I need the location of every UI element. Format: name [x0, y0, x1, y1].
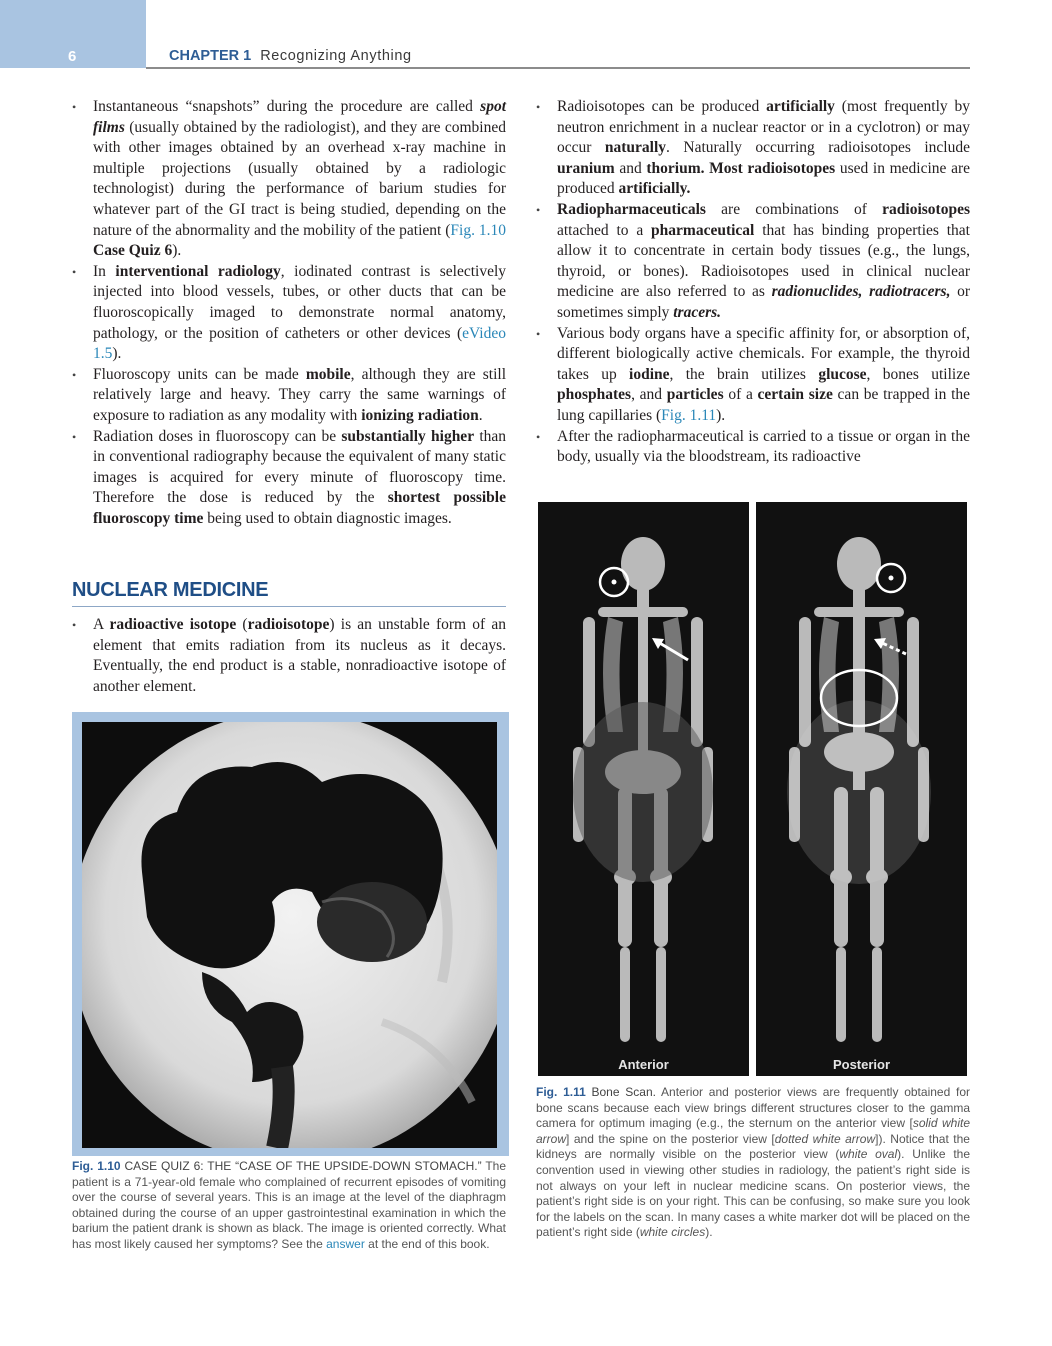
fig-1-10-caption: Fig. 1.10 CASE QUIZ 6: THE “CASE OF THE UPSIDE-DOWN STOMACH.” The patient is a 71-year-old female who complained of recurrent episodes of vomiting over the course of several years. This is an image at the level of the diaphragm obtained during the course of an upper gastrointestinal examination in which the barium the patient drank is shown as black. The image is oriented correctly. What has most likely caused her symptoms? See the answer at the end of this book. [72, 1159, 506, 1251]
bullet-after-radiopharmaceutical: • After the radiopharmaceutical is carried to a tissue or organ in the body, usually via the bloodstream, its radioactive [536, 427, 970, 468]
answer-link[interactable]: answer [326, 1236, 365, 1251]
bullet-interventional-radiology: • In interventional radiology, iodinated contrast is selectively injected into blood vessels, tubes, or other ducts that can be fluoroscopically imaged to demonstrate normal anatomy, pathology, or the position of catheters or other devices (eVideo 1.5). [72, 262, 506, 365]
left-column-nuclear [72, 615, 506, 697]
section-heading-nuclear-medicine: NUCLEAR MEDICINE [72, 579, 506, 607]
fig-1-10-label: Fig. 1.10 [72, 1159, 121, 1173]
fig-1-11-anterior-panel [538, 502, 749, 1076]
fig-1-11-label: Fig. 1.11 [536, 1085, 586, 1099]
page-number: 6 [68, 48, 77, 65]
right-column [536, 97, 970, 468]
chapter-title: Recognizing Anything [260, 48, 412, 64]
bullet-spot-films: • Instantaneous “snapshots” during the procedure are called spot films (usually obtained by the radiologist), and they are combined with other images obtained by an overhead x-ray machine in multiple projections (usually obtained by a radiologic technologist) during the performance of barium studies for whatever part of the GI tract is being studied, depending on the nature of the abnormality and the mobility of the patient (Fig. 1.10 Case Quiz 6). [72, 97, 506, 262]
evideo-1-5-link[interactable]: eVideo 1.5 [93, 324, 506, 363]
posterior-label: Posterior [832, 1057, 891, 1072]
fig-1-11-title: Bone Scan. [585, 1085, 656, 1099]
bullet-mobile-units: • Fluoroscopy units can be made mobile, although they are still relatively large and heavy. They carry the same warnings of exposure to radiation as any modality with ionizing radiation. [72, 365, 506, 427]
anterior-label: Anterior [618, 1057, 669, 1072]
chapter-number: CHAPTER 1 [169, 48, 252, 64]
fig-1-10-title: CASE QUIZ 6: THE “CASE OF THE UPSIDE-DOWN STOMACH.” [120, 1159, 482, 1173]
fig-1-10-image [82, 722, 497, 1148]
fig-1-11-posterior-panel [756, 502, 967, 1076]
fig-1-11-caption: Fig. 1.11 Bone Scan. Anterior and posterior views are frequently obtained for bone scans because each view brings different structures closer to the gamma camera for optimum imaging (e.g., the sternum on the anterior view [solid white arrow] and the spine on the posterior view [dotted white arrow]). Notice that the kidneys are normally visible on the posterior view (white oval). Unlike the convention used in viewing other studies in radiology, the patient’s right side is not always on your left in nuclear medicine scans. On posterior views, the patient’s right side is on your right. This can be confusing, so make sure you look for the labels on the scan. In many cases a white marker dot will be placed on the patient’s right side (white circles). [536, 1085, 970, 1240]
bullet-radioactive-isotope: • A radioactive isotope (radioisotope) is an unstable form of an element that emits radiation from its nucleus as it decays. Eventually, the end product is a stable, nonradioactive isotope of another element. [72, 615, 506, 697]
bullet-radioisotope-production: • Radioisotopes can be produced artificially (most frequently by neutron enrichment in a nuclear reactor or in a cyclotron) or may occur naturally. Naturally occurring radioisotopes include uranium and thorium. Most radioisotopes used in medicine are produced artificially. [536, 97, 970, 200]
bullet-organ-affinity: • Various body organs have a specific affinity for, or absorption of, different biologically active chemicals. For example, the thyroid takes up iodine, the brain utilizes glucose, bones utilize phosphates, and particles of a certain size can be trapped in the lung capillaries (Fig. 1.11). [536, 324, 970, 427]
header-rule [146, 67, 970, 69]
fig-1-10-link[interactable]: Fig. 1.10 [450, 221, 506, 239]
left-column [72, 97, 506, 529]
fig-1-11-link[interactable]: Fig. 1.11 [661, 406, 717, 424]
bullet-radiation-doses: • Radiation doses in fluoroscopy can be substantially higher than in conventional radiography because the equivalent of many static images is acquired for every minute of fluoroscopy time. Therefore the dose is reduced by the shortest possible fluoroscopy time being used to obtain diagnostic images. [72, 427, 506, 530]
running-header [169, 48, 412, 64]
bullet-radiopharmaceuticals: • Radiopharmaceuticals are combinations of radioisotopes attached to a pharmaceutical that has binding properties that allow it to concentrate in certain body tissues (e.g., the lungs, thyroid, or bones). Radioisotopes used in clinical nuclear medicine are also referred to as radionuclides, radiotracers, or sometimes simply tracers. [536, 200, 970, 324]
